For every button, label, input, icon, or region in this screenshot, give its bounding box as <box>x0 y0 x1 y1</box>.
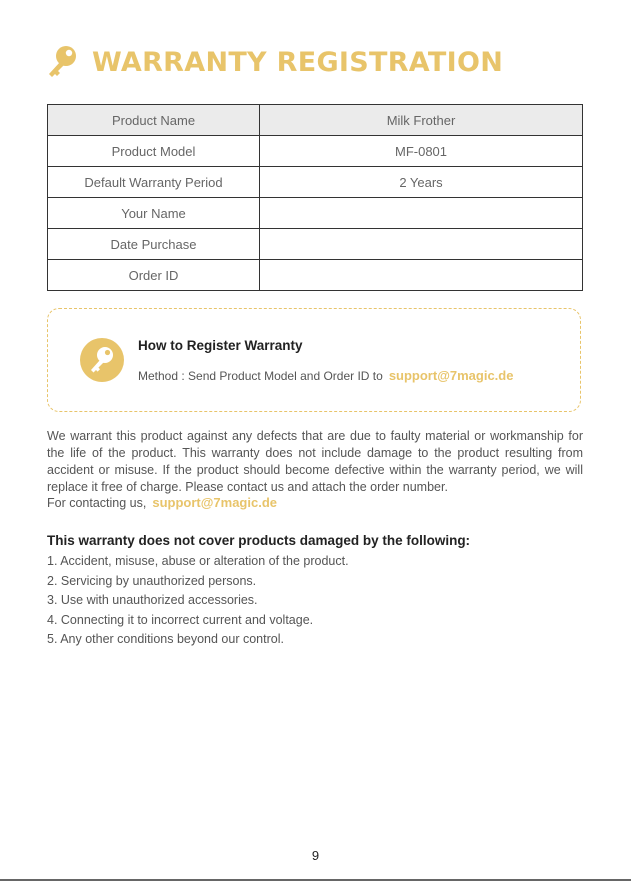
method-line <box>138 368 513 383</box>
how-to-register-box <box>47 308 581 412</box>
table-row <box>48 260 583 291</box>
row-value <box>260 260 583 291</box>
list-item: 4. Connecting it to incorrect current and voltage. <box>47 612 314 627</box>
key-badge <box>80 338 124 382</box>
list-item: 2. Servicing by unauthorized persons. <box>47 573 257 588</box>
row-label: Date Purchase <box>48 229 260 260</box>
registration-table <box>47 104 583 291</box>
row-label: Product Model <box>48 136 260 167</box>
page-header <box>46 44 503 80</box>
how-to-title: How to Register Warranty <box>138 338 303 353</box>
row-label: Your Name <box>48 198 260 229</box>
contact-label: For contacting us, <box>47 496 147 510</box>
exclusions-list <box>47 552 349 650</box>
list-item: 5. Any other conditions beyond our control. <box>47 632 284 646</box>
bottom-divider <box>0 879 631 881</box>
contact-email-link[interactable]: support@7magic.de <box>152 495 278 510</box>
table-row <box>48 229 583 260</box>
row-label: Default Warranty Period <box>48 167 260 198</box>
table-row <box>48 136 583 167</box>
list-item: 1. Accident, misuse, abuse or alteration of the product. <box>47 554 349 568</box>
support-email-link[interactable]: support@7magic.de <box>388 368 514 383</box>
key-icon <box>46 44 78 80</box>
table-row <box>48 198 583 229</box>
warranty-paragraph: We warrant this product against any defects that are due to faulty material or workmanship for the life of the product. This warranty does not include damage to the product resulting from accident or misuse. If the product should become defective within the warranty period, we will replace it free of charge. Please contact us and attach the order number. <box>47 429 583 494</box>
page-title: WARRANTY REGISTRATION <box>92 46 504 78</box>
row-value: Milk Frother <box>260 105 583 136</box>
row-value: MF-0801 <box>260 136 583 167</box>
row-value <box>260 229 583 260</box>
list-item: 3. Use with unauthorized accessories. <box>47 593 258 607</box>
row-value: 2 Years <box>260 167 583 198</box>
row-label: Product Name <box>48 105 260 136</box>
table-row <box>48 105 583 136</box>
contact-line <box>47 495 277 510</box>
row-value <box>260 198 583 229</box>
key-icon <box>89 346 115 374</box>
method-text: Method : Send Product Model and Order ID to <box>138 369 383 383</box>
exclusions-title: This warranty does not cover products damaged by the following: <box>47 533 471 548</box>
table-row <box>48 167 583 198</box>
row-label: Order ID <box>48 260 260 291</box>
page-number: 9 <box>311 848 320 863</box>
